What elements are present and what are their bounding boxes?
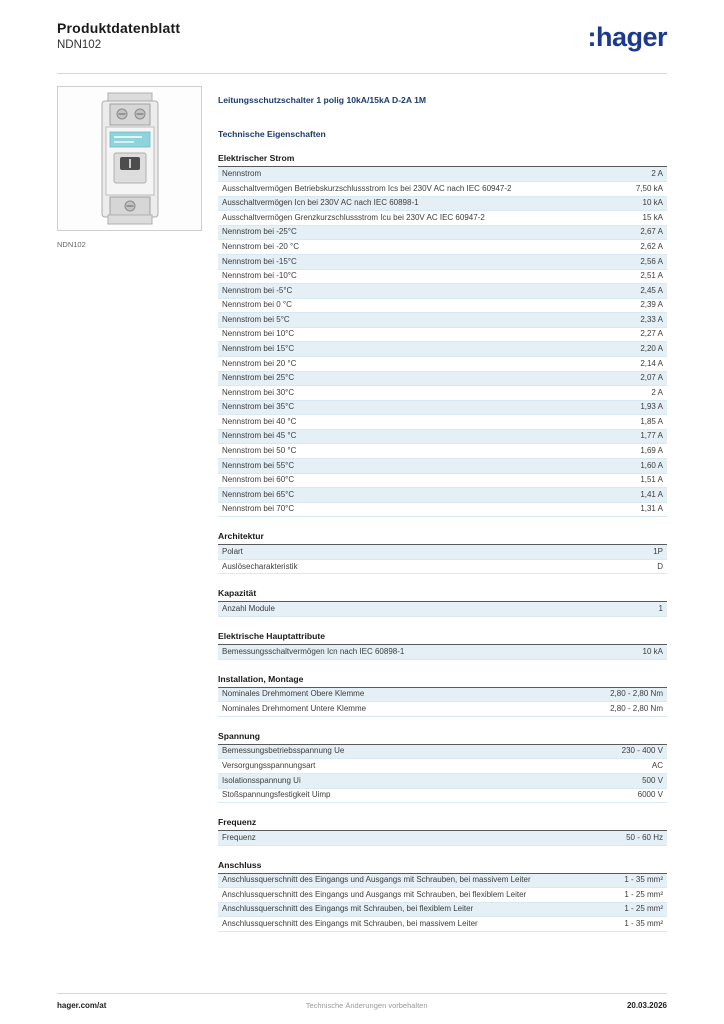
spec-value: 500 V	[642, 775, 663, 785]
spec-row	[218, 372, 667, 387]
header-text-block	[57, 20, 180, 51]
footer-date: 20.03.2026	[626, 1001, 667, 1010]
spec-value: 2,62 A	[640, 241, 663, 251]
spec-value: 2,80 - 2,80 Nm	[610, 703, 663, 713]
spec-label: Auslösecharakteristik	[222, 561, 298, 571]
spec-row	[218, 488, 667, 503]
spec-label: Polart	[222, 546, 243, 556]
spec-row	[218, 874, 667, 889]
spec-row	[218, 182, 667, 197]
section-heading: Elektrischer Strom	[218, 153, 295, 164]
spec-row	[218, 789, 667, 804]
section-table	[218, 830, 667, 846]
spec-section	[218, 860, 667, 932]
header-divider	[57, 73, 667, 74]
spec-label: Nennstrom bei 70°C	[222, 504, 295, 514]
spec-label: Bemessungsschaltvermögen Icn nach IEC 60898-1	[222, 646, 405, 656]
spec-label: Nennstrom bei 25°C	[222, 373, 295, 383]
spec-value: 1,41 A	[640, 489, 663, 499]
spec-row	[218, 474, 667, 489]
spec-label: Nennstrom bei 40 °C	[222, 416, 297, 426]
page-header	[57, 20, 667, 51]
spec-section	[218, 674, 667, 717]
spec-row	[218, 211, 667, 226]
spec-label: Nennstrom bei 0 °C	[222, 300, 292, 310]
spec-label: Nennstrom bei 20 °C	[222, 358, 297, 368]
spec-label: Anschlussquerschnitt des Eingangs mit Schrauben, bei flexiblem Leiter	[222, 904, 474, 914]
spec-value: 2 A	[651, 169, 663, 179]
section-table	[218, 687, 667, 717]
spec-label: Nennstrom bei -25°C	[222, 227, 297, 237]
spec-row	[218, 774, 667, 789]
spec-row	[218, 270, 667, 285]
spec-row	[218, 602, 667, 617]
content-area	[57, 86, 667, 932]
spec-row	[218, 645, 667, 660]
spec-sections	[218, 153, 667, 932]
spec-section	[218, 817, 667, 846]
spec-section	[218, 153, 667, 517]
footer-row	[57, 1001, 667, 1010]
spec-value: 1,77 A	[640, 431, 663, 441]
spec-row	[218, 503, 667, 518]
spec-row	[218, 831, 667, 846]
section-table	[218, 744, 667, 803]
spec-label: Nennstrom bei 45 °C	[222, 431, 297, 441]
spec-value: 1 - 25 mm²	[624, 904, 663, 914]
spec-value: 2,45 A	[640, 285, 663, 295]
spec-section	[218, 631, 667, 660]
spec-label: Nominales Drehmoment Untere Klemme	[222, 703, 367, 713]
spec-row	[218, 545, 667, 560]
spec-label: Nennstrom bei 5°C	[222, 314, 290, 324]
spec-row	[218, 357, 667, 372]
section-heading: Installation, Montage	[218, 673, 304, 684]
hager-logo: :hager	[587, 22, 667, 52]
product-image	[57, 86, 202, 231]
page-footer	[57, 993, 667, 1010]
spec-label: Nominales Drehmoment Obere Klemme	[222, 689, 365, 699]
spec-label: Nennstrom bei 50 °C	[222, 446, 297, 456]
spec-row	[218, 688, 667, 703]
spec-label: Nennstrom bei 65°C	[222, 489, 295, 499]
spec-value: 2,39 A	[640, 300, 663, 310]
spec-row	[218, 342, 667, 357]
spec-label: Ausschaltvermögen Betriebskurzschlussstrom Ics bei 230V AC nach IEC 60947-2	[222, 183, 512, 193]
spec-row	[218, 328, 667, 343]
spec-label: Nennstrom bei 55°C	[222, 460, 295, 470]
spec-row	[218, 299, 667, 314]
spec-label: Nennstrom bei -20 °C	[222, 241, 300, 251]
spec-value: 1,69 A	[640, 446, 663, 456]
document-subtitle: NDN102	[57, 39, 102, 51]
spec-label: Bemessungsbetriebsspannung Ue	[222, 746, 345, 756]
spec-row	[218, 197, 667, 212]
spec-row	[218, 444, 667, 459]
spec-value: 1 - 35 mm²	[624, 875, 663, 885]
spec-value: 2,51 A	[640, 271, 663, 281]
spec-value: AC	[651, 760, 663, 770]
section-table	[218, 644, 667, 660]
footer-disclaimer: Technische Änderungen vorbehalten	[305, 1001, 428, 1010]
spec-label: Nennstrom bei 60°C	[222, 475, 295, 485]
spec-value: 1,60 A	[640, 460, 663, 470]
spec-value: 50 - 60 Hz	[626, 832, 663, 842]
spec-label: Nennstrom bei -15°C	[222, 256, 297, 266]
section-heading: Architektur	[218, 531, 264, 542]
spec-value: 2,27 A	[640, 329, 663, 339]
circuit-breaker-illustration	[70, 91, 190, 226]
spec-label: Stoßspannungsfestigkeit Uimp	[222, 790, 331, 800]
section-heading: Spannung	[218, 730, 261, 741]
spec-value: 230 - 400 V	[621, 746, 663, 756]
spec-value: 2,80 - 2,80 Nm	[610, 689, 663, 699]
spec-value: 1,93 A	[640, 402, 663, 412]
spec-label: Frequenz	[222, 832, 256, 842]
spec-value: 10 kA	[642, 646, 663, 656]
spec-row	[218, 903, 667, 918]
section-table	[218, 601, 667, 617]
spec-row	[218, 386, 667, 401]
section-heading: Anschluss	[218, 859, 262, 870]
spec-value: 1 - 25 mm²	[624, 889, 663, 899]
spec-label: Nennstrom bei -5°C	[222, 285, 293, 295]
section-table	[218, 873, 667, 932]
spec-row	[218, 917, 667, 932]
spec-value: 2,33 A	[640, 314, 663, 324]
spec-label: Anzahl Module	[222, 604, 275, 614]
section-heading: Kapazität	[218, 588, 257, 599]
spec-value: 7,50 kA	[635, 183, 663, 193]
spec-row	[218, 284, 667, 299]
spec-row	[218, 255, 667, 270]
section-table	[218, 166, 667, 517]
spec-label: Anschlussquerschnitt des Eingangs und Ausgangs mit Schrauben, bei flexiblem Leiter	[222, 889, 527, 899]
spec-row	[218, 745, 667, 760]
spec-label: Nennstrom	[222, 169, 262, 179]
spec-row	[218, 415, 667, 430]
spec-row	[218, 560, 667, 575]
spec-label: Nennstrom bei 15°C	[222, 343, 295, 353]
spec-section	[218, 588, 667, 617]
spec-value: 2,07 A	[640, 373, 663, 383]
spec-column	[218, 86, 667, 932]
spec-value: 2,20 A	[640, 343, 663, 353]
section-heading: Frequenz	[218, 817, 257, 828]
spec-row	[218, 702, 667, 717]
spec-row	[218, 226, 667, 241]
spec-label: Ausschaltvermögen Grenzkurzschlussstrom Icu bei 230V AC IEC 60947-2	[222, 212, 485, 222]
spec-label: Ausschaltvermögen Icn bei 230V AC nach IEC 60898-1	[222, 198, 419, 208]
spec-row	[218, 401, 667, 416]
spec-row	[218, 459, 667, 474]
document-title: Produktdatenblatt	[57, 20, 181, 36]
spec-row	[218, 313, 667, 328]
section-heading: Elektrische Hauptattribute	[218, 631, 325, 642]
spec-row	[218, 759, 667, 774]
tech-properties-title: Technische Eigenschaften	[218, 129, 326, 140]
spec-value: 1 - 35 mm²	[624, 919, 663, 929]
spec-label: Nennstrom bei 10°C	[222, 329, 295, 339]
footer-divider	[57, 993, 667, 994]
spec-row	[218, 167, 667, 182]
spec-value: 10 kA	[642, 198, 663, 208]
spec-label: Anschlussquerschnitt des Eingangs und Ausgangs mit Schrauben, bei massivem Leiter	[222, 875, 531, 885]
spec-label: Nennstrom bei 35°C	[222, 402, 295, 412]
spec-value: 2,56 A	[640, 256, 663, 266]
spec-label: Nennstrom bei -10°C	[222, 271, 297, 281]
spec-value: 2,67 A	[640, 227, 663, 237]
product-image-column	[57, 86, 202, 249]
spec-label: Nennstrom bei 30°C	[222, 387, 295, 397]
spec-value: 1,85 A	[640, 416, 663, 426]
spec-row	[218, 888, 667, 903]
spec-label: Anschlussquerschnitt des Eingangs mit Schrauben, bei massivem Leiter	[222, 919, 478, 929]
spec-label: Isolationsspannung Ui	[222, 775, 301, 785]
product-image-caption: NDN102	[57, 240, 86, 249]
spec-value: 1,51 A	[640, 475, 663, 485]
spec-row	[218, 240, 667, 255]
spec-value: D	[657, 561, 663, 571]
footer-website-link[interactable]: hager.com/at	[57, 1001, 107, 1010]
spec-section	[218, 731, 667, 803]
spec-value: 2,14 A	[640, 358, 663, 368]
spec-value: 6000 V	[637, 790, 663, 800]
section-table	[218, 544, 667, 574]
spec-value: 2 A	[651, 387, 663, 397]
spec-value: 15 kA	[642, 212, 663, 222]
spec-value: 1	[658, 604, 663, 614]
spec-section	[218, 531, 667, 574]
spec-value: 1,31 A	[640, 504, 663, 514]
spec-value: 1P	[653, 546, 663, 556]
product-title: Leitungsschutzschalter 1 polig 10kA/15kA D-2A 1M	[218, 95, 427, 105]
spec-label: Versorgungsspannungsart	[222, 760, 316, 770]
spec-row	[218, 430, 667, 445]
